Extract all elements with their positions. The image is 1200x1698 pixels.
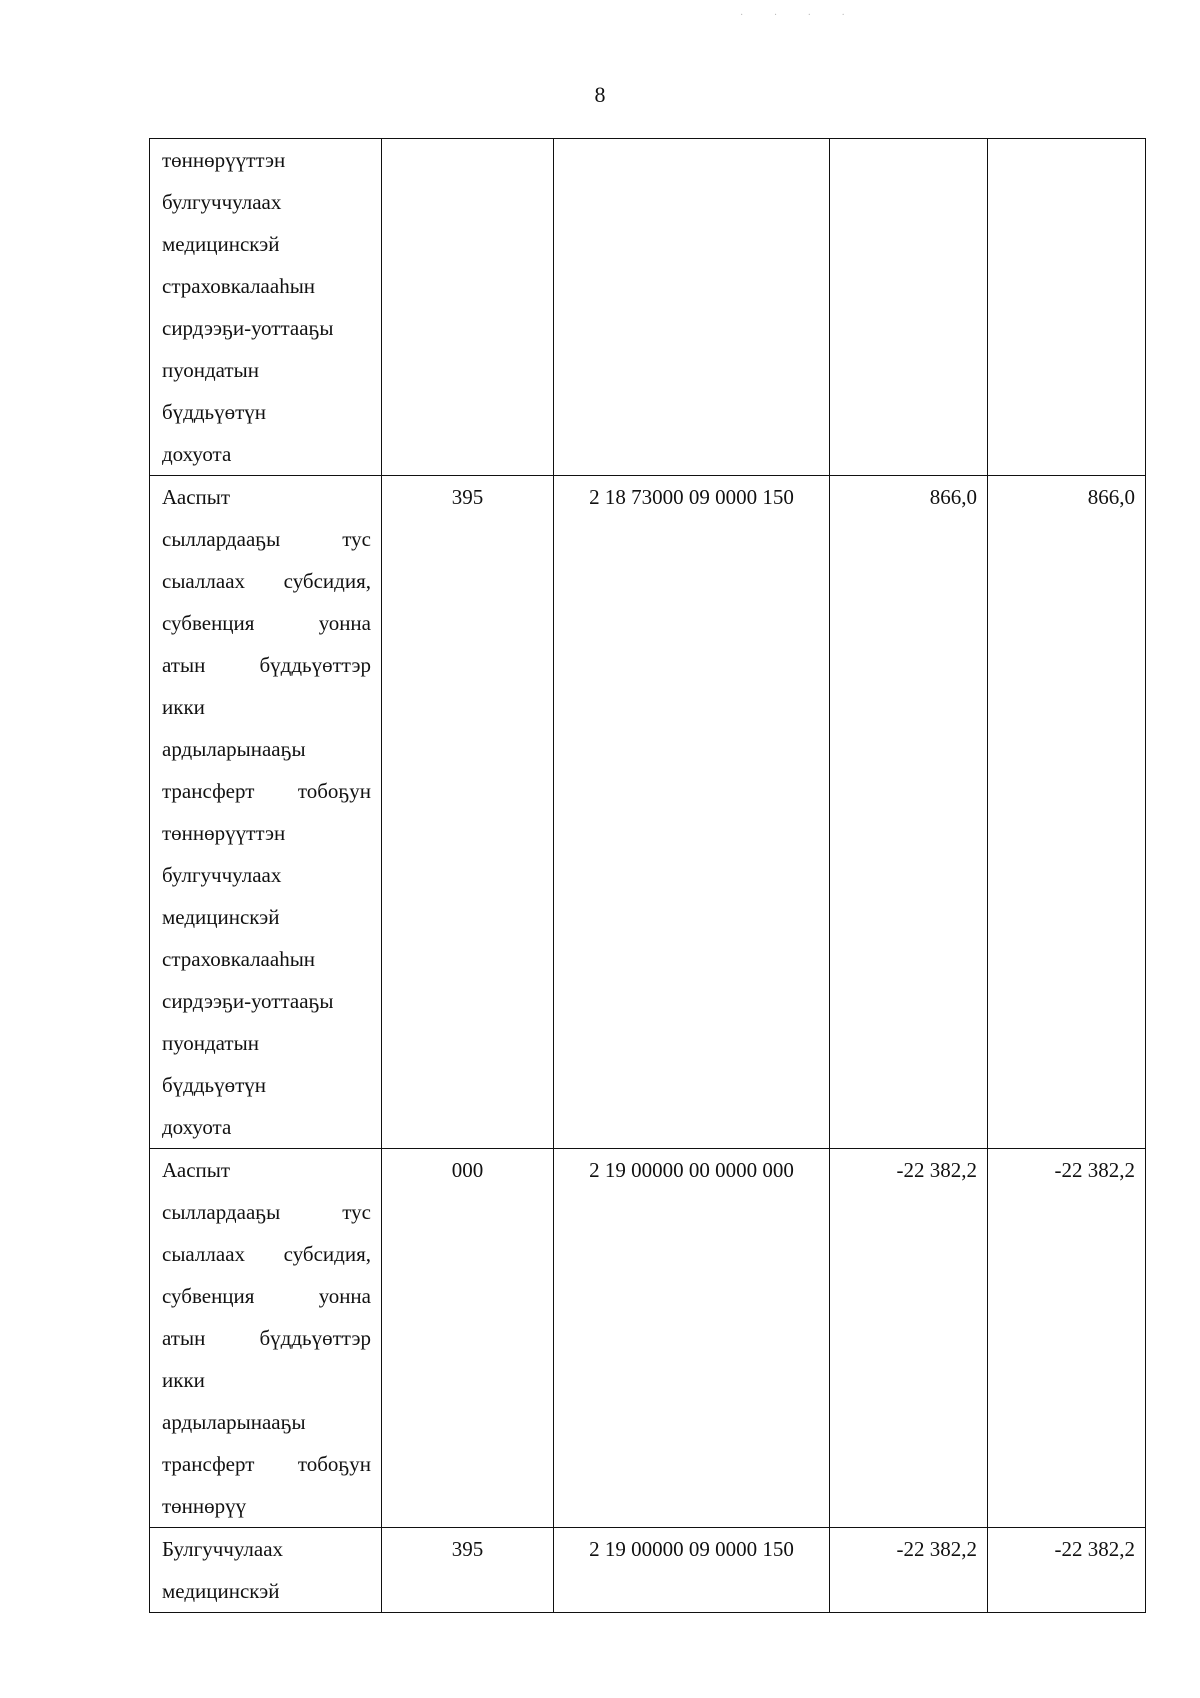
row-name-line: икки: [162, 695, 205, 719]
row-name-cell: [150, 476, 382, 1149]
row-name-line: Ааспыт: [162, 1158, 231, 1182]
budget-code-cell: 2 18 73000 09 0000 150: [554, 476, 830, 1149]
budget-code-cell: 2 19 00000 09 0000 150: [554, 1528, 830, 1613]
row-name-line: субвенция уонна: [162, 1284, 371, 1308]
value-2-cell: -22 382,2: [988, 1528, 1146, 1613]
row-name-line: сыллардааҕы тус: [162, 1200, 371, 1224]
row-name-line: Ааспыт: [162, 485, 231, 509]
table-row: [150, 1149, 1146, 1528]
row-name-line: ардыларынааҕы: [162, 737, 306, 761]
row-name-line: страховкалааһын: [162, 274, 316, 298]
row-name-line: атын бүддьүөттэр: [162, 1326, 371, 1350]
page-number: 8: [594, 82, 606, 107]
row-name-line: булгуччулаах: [162, 863, 282, 887]
row-name-line: бүддьүөтүн: [162, 400, 267, 424]
row-name-cell: [150, 1149, 382, 1528]
value-2-cell: 866,0: [988, 476, 1146, 1149]
row-name-line: субвенция уонна: [162, 611, 371, 635]
row-name-line: төннөрүүттэн: [162, 821, 286, 845]
row-name-line: сыаллаах субсидия,: [162, 1242, 371, 1266]
table-row: [150, 139, 1146, 476]
row-name-line: төннөрүү: [162, 1494, 247, 1518]
value-1-cell: 866,0: [830, 476, 988, 1149]
row-name-line: икки: [162, 1368, 205, 1392]
value-2-cell: [988, 139, 1146, 476]
admin-code-cell: 395: [382, 476, 554, 1149]
row-name-line: медицинскэй: [162, 1579, 280, 1603]
table-row: [150, 476, 1146, 1149]
row-name-line: бүддьүөтүн: [162, 1073, 267, 1097]
row-name-line: медицинскэй: [162, 905, 280, 929]
row-name-line: сирдээҕи-уоттааҕы: [162, 989, 334, 1013]
value-2-cell: -22 382,2: [988, 1149, 1146, 1528]
value-1-cell: -22 382,2: [830, 1149, 988, 1528]
row-name-line: пуондатын: [162, 358, 259, 382]
row-name-line: дохуота: [162, 1115, 232, 1139]
row-name-line: Булгуччулаах: [162, 1537, 284, 1561]
row-name-line: пуондатын: [162, 1031, 259, 1055]
row-name-line: трансферт тобоҕун: [162, 779, 371, 803]
row-name-line: төннөрүүттэн: [162, 148, 286, 172]
row-name-line: сирдээҕи-уоттааҕы: [162, 316, 334, 340]
table-row: [150, 1528, 1146, 1613]
row-name-line: медицинскэй: [162, 232, 280, 256]
value-1-cell: -22 382,2: [830, 1528, 988, 1613]
row-name-line: булгуччулаах: [162, 190, 282, 214]
row-name-line: страховкалааһын: [162, 947, 316, 971]
admin-code-cell: 000: [382, 1149, 554, 1528]
row-name-line: атын бүддьүөттэр: [162, 653, 371, 677]
budget-code-cell: [554, 139, 830, 476]
row-name-cell: [150, 1528, 382, 1613]
row-name-line: сыллардааҕы тус: [162, 527, 371, 551]
budget-table: [149, 138, 1146, 1613]
scan-artifact: · · · ·: [740, 10, 859, 21]
admin-code-cell: 395: [382, 1528, 554, 1613]
row-name-line: трансферт тобоҕун: [162, 1452, 371, 1476]
row-name-line: сыаллаах субсидия,: [162, 569, 371, 593]
value-1-cell: [830, 139, 988, 476]
budget-code-cell: 2 19 00000 00 0000 000: [554, 1149, 830, 1528]
admin-code-cell: [382, 139, 554, 476]
row-name-line: ардыларынааҕы: [162, 1410, 306, 1434]
table-body: [150, 139, 1146, 1613]
row-name-cell: [150, 139, 382, 476]
row-name-line: дохуота: [162, 442, 232, 466]
